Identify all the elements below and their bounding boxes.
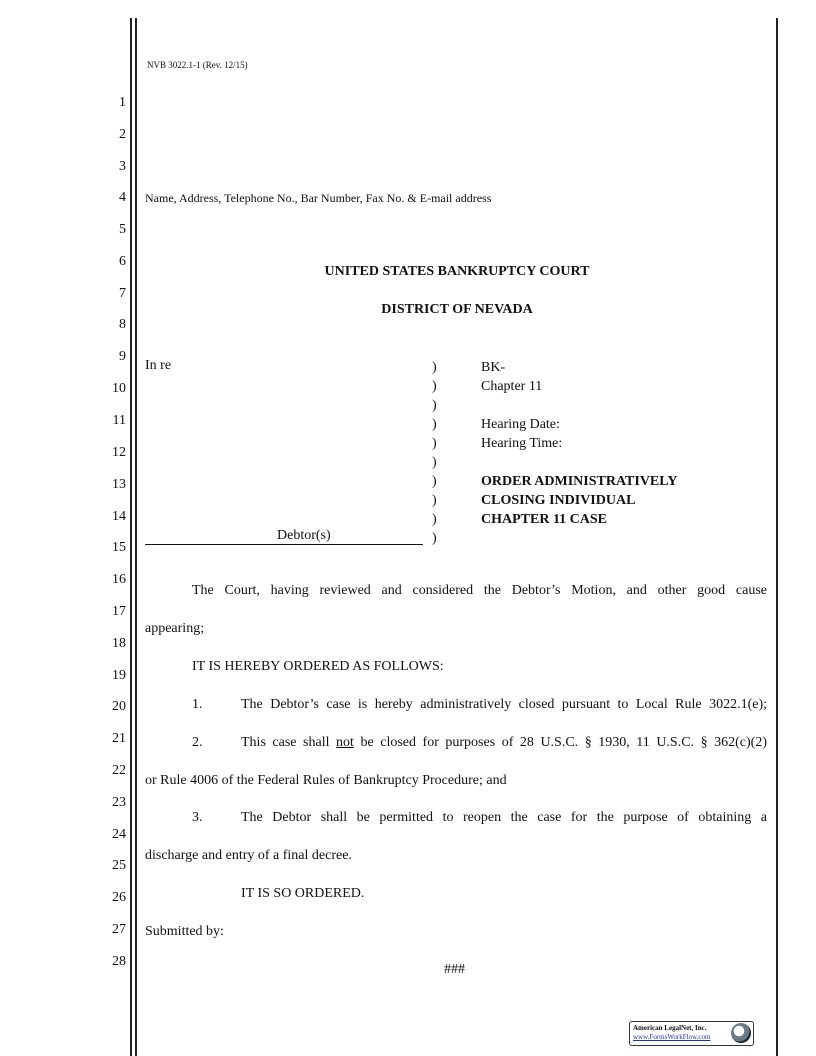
- order-title-line: CLOSING INDIVIDUAL: [481, 493, 636, 508]
- line-number: 4: [119, 190, 126, 205]
- line-number: 15: [112, 540, 126, 555]
- item-1-text: The Debtor’s case is hereby administratively closed pursuant to Local Rule 3022.1(e);: [241, 697, 767, 712]
- attorney-info-label: Name, Address, Telephone No., Bar Number, Fax No. & E-mail address: [145, 191, 492, 205]
- caption-paren: ): [432, 455, 437, 470]
- line-number: 24: [112, 827, 126, 842]
- item-3-number: 3.: [192, 810, 203, 825]
- hearing-date-label: Hearing Date:: [481, 417, 560, 432]
- item-3-text-line2: discharge and entry of a final decree.: [145, 848, 352, 863]
- line-number: 25: [112, 858, 126, 873]
- line-number: 11: [112, 413, 126, 428]
- court-district: DISTRICT OF NEVADA: [381, 302, 533, 317]
- line-number: 20: [112, 699, 126, 714]
- in-re-label: In re: [145, 358, 172, 373]
- logo-url[interactable]: www.FormsWorkFlow.com: [633, 1033, 711, 1041]
- line-number: 17: [112, 604, 126, 619]
- right-margin-rule: [776, 18, 778, 1056]
- item-2-text: This case shall not be closed for purposes of 28 U.S.C. § 1930, 11 U.S.C. § 362(c)(2): [241, 735, 767, 750]
- hearing-time-label: Hearing Time:: [481, 436, 563, 451]
- caption-paren: ): [432, 379, 437, 394]
- logo-company: American LegalNet, Inc.: [633, 1024, 707, 1032]
- item-1-number: 1.: [192, 697, 203, 712]
- line-number: 28: [112, 954, 126, 969]
- end-mark: ###: [444, 962, 465, 977]
- debtor-signature-line: [145, 544, 423, 545]
- line-number: 26: [112, 890, 126, 905]
- line-number: 8: [119, 317, 126, 332]
- intro-paragraph-line1: The Court, having reviewed and considered the Debtor’s Motion, and other good cause: [192, 583, 767, 598]
- order-title-line: ORDER ADMINISTRATIVELY: [481, 474, 678, 489]
- case-number-label: BK-: [481, 360, 506, 375]
- court-title: UNITED STATES BANKRUPTCY COURT: [324, 264, 590, 279]
- line-number: 7: [119, 286, 126, 301]
- submitted-by-label: Submitted by:: [145, 924, 224, 939]
- caption-paren: ): [432, 360, 437, 375]
- line-number: 1: [119, 95, 126, 110]
- item-2-number: 2.: [192, 735, 203, 750]
- caption-paren: ): [432, 474, 437, 489]
- caption-paren: ): [432, 493, 437, 508]
- line-number: 12: [112, 445, 126, 460]
- caption-paren: ): [432, 531, 437, 546]
- item-3-text: The Debtor shall be permitted to reopen the case for the purpose of obtaining a: [241, 810, 767, 825]
- item-2-text-line2: or Rule 4006 of the Federal Rules of Bankruptcy Procedure; and: [145, 773, 507, 788]
- ordered-heading: IT IS HEREBY ORDERED AS FOLLOWS:: [192, 659, 444, 674]
- left-margin-rule-outer: [130, 18, 132, 1056]
- caption-paren: ): [432, 512, 437, 527]
- order-title-line: CHAPTER 11 CASE: [481, 512, 608, 527]
- line-number: 3: [119, 159, 126, 174]
- line-number: 16: [112, 572, 126, 587]
- line-number: 13: [112, 477, 126, 492]
- caption-paren: ): [432, 417, 437, 432]
- american-legalnet-logo: [629, 1021, 754, 1046]
- left-margin-rule-inner: [135, 18, 137, 1056]
- seal-icon: [731, 1023, 751, 1043]
- so-ordered: IT IS SO ORDERED.: [241, 886, 365, 901]
- caption-paren: ): [432, 436, 437, 451]
- debtor-label: Debtor(s): [277, 528, 331, 543]
- line-number: 9: [119, 349, 126, 364]
- line-number: 6: [119, 254, 126, 269]
- line-number: 27: [112, 922, 126, 937]
- line-number: 14: [112, 509, 126, 524]
- chapter-label: Chapter 11: [481, 379, 543, 394]
- line-number: 5: [119, 222, 126, 237]
- line-number: 19: [112, 668, 126, 683]
- form-id: NVB 3022.1-1 (Rev. 12/15): [147, 60, 248, 70]
- intro-paragraph-line2: appearing;: [145, 621, 205, 636]
- line-number: 18: [112, 636, 126, 651]
- line-number: 2: [119, 127, 126, 142]
- caption-paren: ): [432, 398, 437, 413]
- line-number: 22: [112, 763, 126, 778]
- line-number: 23: [112, 795, 126, 810]
- line-number: 21: [112, 731, 126, 746]
- line-number: 10: [112, 381, 126, 396]
